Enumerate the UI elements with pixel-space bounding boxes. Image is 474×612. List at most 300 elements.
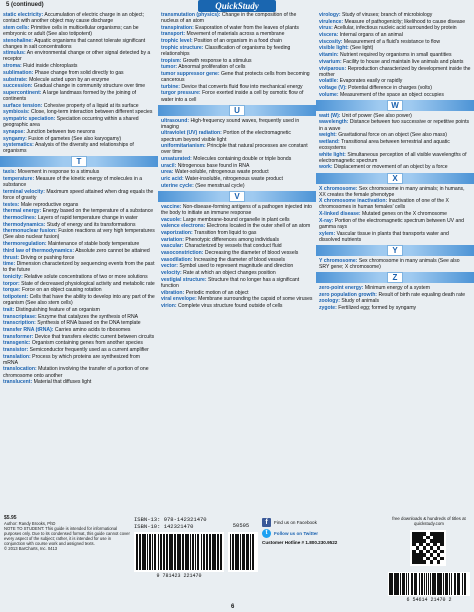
entry-term: ultraviolet (UV) radiation: [161,130,222,137]
entry-term: vector: [161,263,178,270]
glossary-entry [319,32,471,38]
barcode-bar [465,573,466,595]
isbn-barcode-digits: 9 781423 221470 [156,573,202,579]
downloads-text: free downloads & hundreds of titles at quickstudy.com [392,516,466,527]
qr-module [440,560,444,564]
entry-definition: Male reproductive organs [20,201,79,208]
glossary-entry [161,90,313,102]
barcode-bar [185,534,187,570]
entry-definition: Device that transfers electric current between circuits [34,333,155,340]
entry-term: X-linked disease: [319,211,361,218]
continued-text: (continued) [11,2,44,8]
entry-term: syngamy: [3,135,27,142]
entry-term: viscera: [319,32,339,39]
page-header [0,0,474,12]
entries-z [319,285,471,311]
entry-definition: Water-soluble, nitrogenous waste product [174,169,269,176]
barcode-bar [459,573,460,595]
entry-definition: Organism containing genes from another species [31,340,143,347]
entry-definition: Gene that protects cells from becoming cancerous [161,71,310,84]
entry-term: Y chromosome: [319,257,358,264]
entry-term: viral envelope: [161,296,197,303]
entry-definition: Acellular, infectious nucleic acid surrounded by protein [334,25,457,32]
barcode-bar [174,534,176,570]
customer-hotline: Customer Hotline # 1.800.230.9522 [262,540,338,545]
glossary-entry [161,163,313,169]
glossary-entry [161,64,313,70]
column-3 [316,12,474,527]
glossary-entry [3,136,155,142]
entry-term: X-ray: [319,217,334,224]
entry-term: unsaturated: [161,156,192,162]
entry-term: trophic structure: [161,44,204,51]
upc-barcode [388,572,470,596]
glossary-entry [3,347,155,353]
entry-term: taxis: [3,169,17,176]
entries-t [3,169,155,385]
barcode-bar [398,573,399,595]
entry-term: stenohaline: [3,37,34,44]
entry-term: torque: [3,287,21,294]
glossary-entry [3,261,155,273]
entry-term: systematics: [3,142,34,149]
glossary-entry [3,63,155,69]
entry-term: transcription: [3,320,36,327]
entry-definition: Layers of rapid temperature change in water [37,215,138,221]
glossary-entry [3,77,155,83]
entry-term: xylem: [319,230,336,237]
barcode-bar [154,534,155,570]
entry-definition: Force exerted inside a cell by osmotic flow of water into a cell [161,90,304,103]
glossary-entry [319,113,471,119]
barcode-bar [204,534,205,570]
entry-definition: Absolute zero cannot be attained [75,247,150,254]
barcode-bar [221,534,222,570]
entry-term: trait: [3,306,15,313]
entry-term: tumor suppressor gene: [161,71,220,77]
entry-term: transfer RNA (tRNA): [3,326,54,333]
glossary-entry [3,314,155,320]
entry-term: viscosity: [319,38,343,45]
entry-definition: Classification of organisms by feeding relationships [161,44,291,57]
entries-u [161,118,313,189]
letter-tab-w: W [387,100,403,111]
glossary-entry [3,25,155,37]
column-1 [0,12,158,512]
glossary-entry [3,294,155,306]
glossary-entry [3,38,155,50]
glossary-entry [3,208,155,214]
section-number: 5 [6,2,10,8]
entry-definition: Complete virus structure found outside of cells [178,302,283,309]
glossary-entry [3,222,155,228]
price-block [4,516,132,551]
entry-term: totipotent: [3,294,29,301]
entries-v-continued [319,12,471,98]
barcode-bar [206,534,208,570]
entry-term: watt (W): [319,112,341,119]
glossary-entry [3,340,155,346]
entry-term: virus: [319,25,333,32]
entry-term: turbine: [161,83,180,90]
isbn-10: ISBN-10: 142321470 [134,523,194,530]
entry-term: sublimation: [3,69,34,76]
glossary-entry [3,307,155,313]
entries-t-continued [161,12,313,103]
glossary-entry [319,164,471,170]
entry-definition: Displacement or movement of an object by a force [334,164,448,171]
barcode-bar [449,573,450,595]
glossary-entry [3,366,155,378]
glossary-entry [3,255,155,261]
glossary-entry [161,25,313,31]
glossary-entry [161,176,313,182]
barcode-bar [232,534,234,570]
glossary-entry [161,277,313,289]
continued-label [6,2,44,8]
letter-tab-t: T [71,156,87,167]
barcode-bar [391,573,393,595]
entry-definition: Maximum speed attained when drag equals the force of gravity [3,188,154,201]
entry-definition: Reproduction characterized by development inside the mother [319,65,471,78]
glossary-entry [161,204,313,216]
entry-definition: Study of animals [341,298,380,305]
glossary-entry [161,183,313,189]
entry-term: uracil: [161,162,177,169]
glossary-entry [319,92,471,98]
entry-term: succession: [3,83,33,90]
entry-definition: Phase change from solid directly to gas [34,69,124,76]
entry-definition: Measure of pathogenicity; likelihood to cause disease [344,18,466,25]
entry-definition: Change in the composition of the nucleus of an atom [161,12,297,25]
entry-definition: Enzyme that catalyzes the synthesis of RNA [38,313,139,320]
entry-definition: Membrane surrounding the capsid of some viruses [198,296,313,303]
entry-definition: Simultaneous perception of all visible wavelengths of electromagnetic spectrum [319,151,467,164]
glossary-entry [319,45,471,51]
entry-term: synapse: [3,128,26,135]
entry-definition: Potential difference in charges (volts) [348,84,432,91]
glossary-entry [319,298,471,304]
entry-definition: Fertilized egg; formed by syngamy [338,305,417,312]
glossary-entry [319,132,471,138]
entry-definition: Inactivation of one of the X chromosomes in human females' cells [319,198,449,211]
glossary-entry [319,152,471,164]
entry-definition: Water-insoluble, nitrogenous waste product [185,176,283,183]
letter-bar-w [316,100,474,111]
letter-bar-x [316,173,474,184]
entry-definition: Rate at which an object changes position [183,270,276,277]
glossary-entry [3,12,155,24]
entry-term: vaporization: [161,230,193,236]
entries-s [3,12,155,154]
entry-term: viviparous: [319,65,347,72]
glossary-entry [161,12,313,24]
barcode-bar [161,534,162,570]
entry-definition: Dimension characterized by sequencing events from the past to the future [3,261,155,274]
glossary-entry [3,83,155,89]
entry-term: voltage (V): [319,84,347,91]
glossary-entry [161,143,313,155]
entry-definition: Large membrane-bound organelle in plant cells [183,216,290,223]
barcode-bar [237,534,239,570]
entry-term: thermodynamics: [3,221,46,228]
glossary-entry [161,45,313,57]
barcode-bar [215,534,216,570]
barcode-bar [155,534,156,570]
entry-definition: Growth response to a stimulus [182,57,252,64]
entry-definition: Sex chromosome in many animals (See also SRY gene; X chromosome) [319,257,460,270]
twitter-text: Follow us on Twitter [274,530,319,536]
entry-term: static electricity: [3,12,44,18]
glossary-entry [319,258,471,270]
entry-term: substrate: [3,76,28,83]
barcode-bar [163,534,165,570]
glossary-entry [319,198,471,210]
entry-term: uterine cycle: [161,182,194,189]
entries-x [319,186,471,243]
entry-term: weight: [319,132,337,139]
entry-definition: Energy based on the temperature of a substance [42,208,154,215]
glossary-entry [3,142,155,154]
quickstudy-logo: QuickStudy [198,0,276,12]
glossary-entry [319,85,471,91]
entry-definition: Measurement of a fluid's resistance to flow [343,38,441,45]
entry-term: stimulus: [3,50,26,57]
entry-definition: Fusion of gametes (See also karyogamy) [28,135,122,142]
entry-definition: Study of energy and its transformations [46,221,136,228]
glossary-entry [161,230,313,236]
glossary-entry [161,257,313,263]
entry-term: thermoregulation: [3,241,47,248]
entry-term: uric acid: [161,176,184,183]
entry-definition: Electrons located in the outer shell of an atom [206,223,311,230]
glossary-entry [3,50,155,62]
glossary-entry [319,305,471,311]
barcode-bar [136,534,138,570]
entry-definition: Position of an organism in a food chain [194,38,282,45]
entry-definition: (See menstrual cycle) [195,182,245,189]
entry-definition: Fusion reactions at very high temperatures (See also nuclear fusion) [3,228,155,241]
barcode-bar [445,573,447,595]
glossary-entry [3,70,155,76]
entry-definition: Movement in response to a stimulus [17,169,100,176]
letter-bar-y [316,245,474,256]
entry-definition: Distinguishing feature of an organism [15,306,100,313]
glossary-entry [319,59,471,65]
barcode-bar [182,534,183,570]
entry-term: thrust: [3,254,20,261]
barcode-bar [430,573,432,595]
entries-v [161,204,313,309]
entry-term: sympatric speciation: [3,116,56,123]
entry-definition: Driving or pushing force [20,254,75,261]
entry-definition: Study of viruses; branch of microbiology [341,12,433,18]
entry-definition: Movement of materials across a membrane [186,31,285,38]
entry-term: temperature: [3,176,35,183]
entry-term: vascular: [161,243,184,250]
entry-term: transgenic: [3,340,31,347]
barcode-bar [197,534,198,570]
glossary-entry [3,129,155,135]
entry-term: surface tension: [3,102,43,109]
page-number: 6 [231,604,235,610]
glossary-entry [161,237,313,243]
entry-term: vacuole: [161,216,182,223]
barcode-bar [158,534,160,570]
barcode-bar [451,573,453,595]
entry-term: virion: [161,302,177,309]
price-barcode [228,532,258,572]
entry-term: valence electrons: [161,223,206,230]
entry-term: wavelength: [319,119,349,126]
entry-term: tropism: [161,57,182,64]
barcode-bar [434,573,436,595]
glossary-entry [3,379,155,385]
entry-term: tumor: [161,64,178,71]
barcode-bar [426,573,427,595]
glossary-entry [161,243,313,249]
entry-definition: Gradual change in community structure over time [33,83,146,90]
entry-definition: (See light) [350,45,374,52]
price-code: 50595 [232,522,250,529]
entry-definition: Transition from liquid to gas [194,230,257,236]
glossary-entry [319,292,471,298]
glossary-entry [3,116,155,128]
glossary-entry [3,228,155,240]
twitter-row[interactable] [262,529,382,538]
letter-tab-v: V [229,191,245,202]
letter-bar-v [158,191,316,202]
entry-definition: Evaporates easily or rapidly [339,78,403,85]
barcode-bar [147,534,149,570]
entry-definition: Gravitational force on an object (See also mass) [338,132,447,139]
entry-definition: Junction between two neurons [26,128,96,135]
entry-definition: Cells that have the ability to develop into any part of the organism (See also stem cells) [3,294,155,307]
entry-definition: Speciation occurring within a shared geographic area [3,116,139,129]
entry-definition: Measurement of the space an object occupies [339,91,444,98]
barcode-bar [443,573,444,595]
barcode-bar [142,534,144,570]
barcode-bar [419,573,421,595]
glossary-entry [319,139,471,151]
entry-definition: Relative solute concentrations of two or more solutions [24,274,148,280]
entry-definition: Structure that no longer has a significant function [161,276,300,289]
facebook-row[interactable] [262,518,382,527]
entry-term: stroma: [3,63,22,70]
glossary-entry [319,66,471,78]
entry-term: vitamin: [319,52,339,59]
glossary-entry [161,263,313,269]
glossary-entry [3,202,155,208]
isbn-13: ISBN-13: 978-142321470 [134,516,207,523]
entry-term: transmutation (physics): [161,12,221,18]
entry-term: virulence: [319,18,344,25]
facebook-text: Find us on Facebook [274,519,317,525]
entry-term: X chromosome: [319,185,358,192]
glossary-entry [319,39,471,45]
barcode-bar [416,573,417,595]
entry-term: vivarium: [319,58,342,65]
entry-definition: High-frequency sound waves, frequently used in imaging [161,117,300,130]
glossary-entry [319,285,471,291]
glossary-entry [319,231,471,243]
column-2 [158,12,316,527]
barcode-bar [408,573,410,595]
qr-code[interactable] [410,530,446,566]
entry-definition: Close, long-term interaction between different species [31,109,153,116]
entry-term: translucent: [3,379,33,386]
entry-definition: Fluid inside chloroplasts [23,63,78,70]
entry-definition: Transitional area between terrestrial and aquatic ecosystems [319,138,450,151]
entry-definition: Accumulation of electric charge in an object; contact with another object may cause discharge [3,12,145,25]
entry-term: volatile: [319,78,339,85]
entry-term: uniformitarianism: [161,143,206,150]
glossary-entry [3,327,155,333]
entry-term: testes: [3,201,20,208]
entry-term: white light: [319,151,346,158]
barcode-bar [441,573,442,595]
barcode-bar [201,534,203,570]
entry-definition: Molecules containing double or triple bonds [193,156,292,162]
entry-term: supercontinent: [3,89,42,96]
entry-definition: Force on an object causing rotation [21,287,102,294]
entry-term: work: [319,164,333,171]
entry-definition: Mutation involving the transfer of a portion of one chromosome onto another [3,366,149,379]
glossary-entry [161,290,313,296]
glossary-entry [3,287,155,293]
letter-bar-t [0,156,158,167]
entry-term: vaccine: [161,203,182,210]
entry-term: transport: [161,31,186,38]
entry-term: wetland: [319,138,340,145]
glossary-entry [161,156,313,162]
copyright: © 2013 BarCharts, Inc. 0413 [4,546,58,551]
entry-definition: Decreasing the diameter of blood vessels [204,250,299,257]
glossary-entry [161,71,313,83]
entry-definition: An environmental change or other signal detected by a receptor [3,50,151,63]
entry-term: transpiration: [161,24,194,31]
social-block [262,518,382,546]
barcode-bar [424,573,426,595]
entry-definition: Evaporation of water from the leaves of plants [195,24,299,31]
student-notice: NOTE TO STUDENT: This guide is intended for informational purposes only. Due to its condensed format, this guide cannot cover every aspect of the subject; rather, it is intended for use in conjunction with course work and assigned texts. [4,526,130,546]
barcode-bar [253,534,255,570]
barcode-bar [172,534,173,570]
entry-term: trophic level: [161,38,193,45]
glossary-entry [3,354,155,366]
entry-term: zygote: [319,305,337,312]
entry-term: transistor: [3,346,29,353]
letter-tab-z: Z [387,272,403,283]
entry-definition: Measure of the kinetic energy of molecules in a substance [3,176,143,189]
entry-definition: Aquatic organisms that cannot tolerate significant changes in salt concentrations [3,37,146,50]
glossary-entry [161,250,313,256]
entry-term: symbiosis: [3,109,30,116]
entry-term: transcriptase: [3,313,37,320]
glossary-entry [319,186,471,198]
glossary-entry [3,320,155,326]
glossary-entry [319,119,471,131]
entry-definition: Process by which proteins are synthesized from mRNA [3,353,141,366]
glossary-entry [161,296,313,302]
upc-digits: 6 54614 21470 2 [406,597,452,603]
entry-term: third law of thermodynamics: [3,247,75,254]
glossary-entry [3,103,155,109]
entry-definition: Minimum energy of a system [364,284,430,291]
glossary-entry [3,334,155,340]
barcode-bar [406,573,407,595]
entry-definition: Sex chromosome in many animals; in humans, XX creates the female phenotype [319,185,465,198]
